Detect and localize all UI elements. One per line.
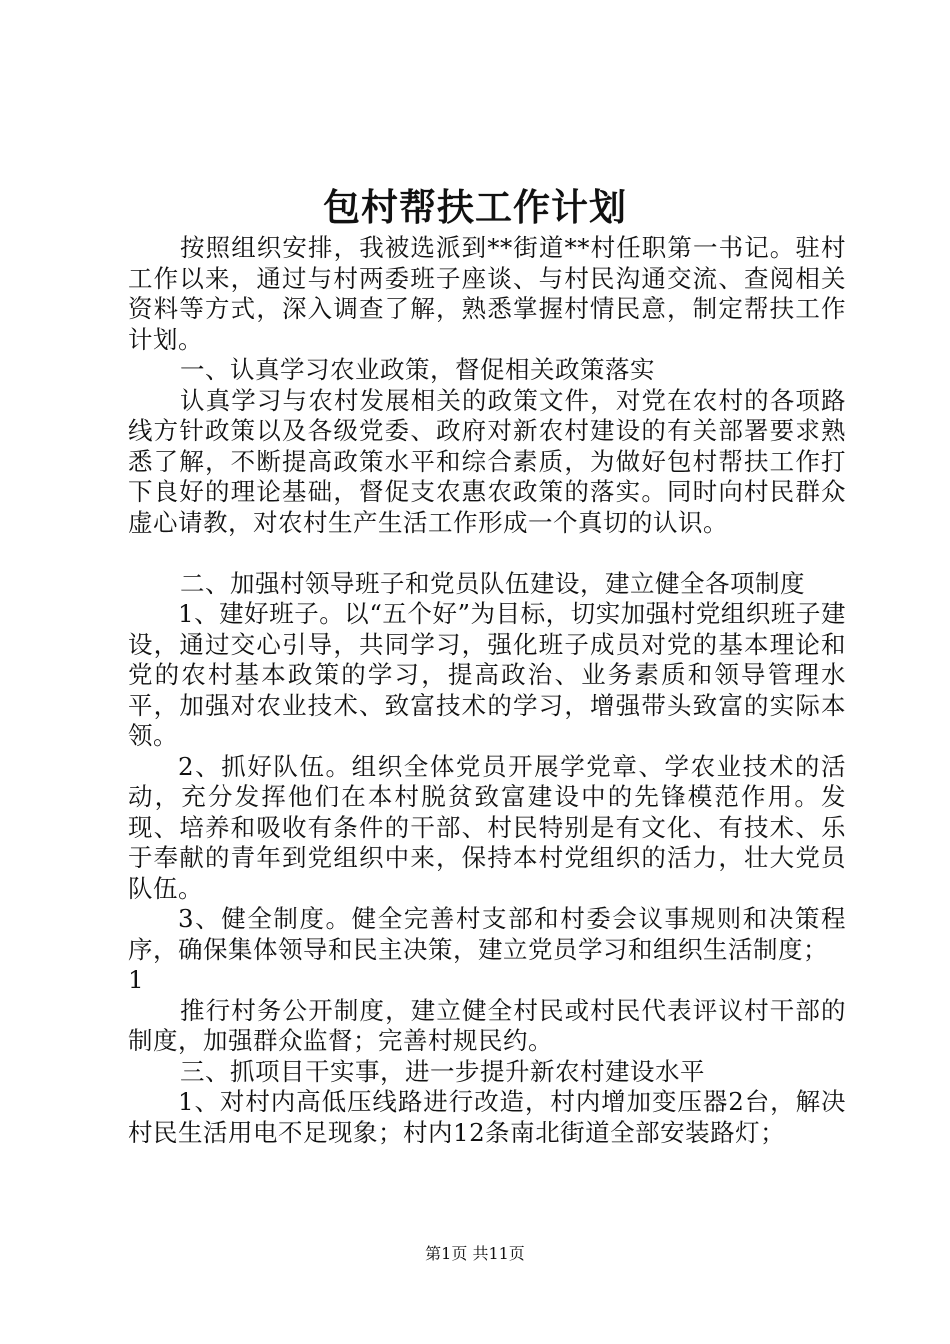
section-3-item-1-paragraph: 1、对村内高低压线路进行改造，村内增加变压器2台，解决村民生活用电不足现象；村内12条南北街道全部安装路灯； — [128, 1087, 846, 1147]
page-number-footer: 第1页 共11页 — [425, 1244, 525, 1263]
item-1-paragraph: 1、建好班子。以“五个好”为目标，切实加强村党组织班子建设，通过交心引导，共同学习，强化班子成员对党的基本理论和党的农村基本政策的学习，提高政治、业务素质和领导管理水平，加强对农业技术、致富技术的学习，增强带头致富的实际本领。 — [128, 599, 846, 750]
document-body — [128, 233, 846, 1148]
intro-paragraph: 按照组织安排，我被选派到**街道**村任职第一书记。驻村工作以来，通过与村两委班子座谈、与村民沟通交流、查阅相关资料等方式，深入调查了解，熟悉掌握村情民意，制定帮扶工作计划。 — [128, 233, 846, 354]
item-2-paragraph: 2、抓好队伍。组织全体党员开展学党章、学农业技术的活动，充分发挥他们在本村脱贫致富建设中的先锋模范作用。发现、培养和吸收有条件的干部、村民特别是有文化、有技术、乐于奉献的青年到党组织中来，保持本村党组织的活力，壮大党员队伍。 — [128, 751, 846, 903]
section-heading-1: 一、认真学习农业政策，督促相关政策落实 — [180, 355, 655, 384]
section-1-paragraph: 认真学习与农村发展相关的政策文件，对党在农村的各项路线方针政策以及各级党委、政府对新农村建设的有关部署要求熟悉了解，不断提高政策水平和综合素质，为做好包村帮扶工作打下良好的理论基础，督促支农惠农政策的落实。同时向村民群众虚心请教，对农村生产生活工作形成一个真切的认识。 — [128, 385, 846, 537]
item-3-continued-paragraph: 推行村务公开制度，建立健全村民或村民代表评议村干部的制度，加强群众监督；完善村规民约。 — [128, 995, 846, 1055]
document-title: 包村帮扶工作计划 — [323, 185, 627, 229]
paragraph-spacer — [128, 538, 846, 569]
item-3-paragraph: 3、健全制度。健全完善村支部和村委会议事规则和决策程序，确保集体领导和民主决策，建立党员学习和组织生活制度； — [128, 904, 846, 964]
stray-number: 1 — [128, 965, 145, 994]
section-heading-3: 三、抓项目干实事，进一步提升新农村建设水平 — [180, 1056, 705, 1086]
section-heading-2: 二、加强村领导班子和党员队伍建设，建立健全各项制度 — [180, 568, 805, 598]
